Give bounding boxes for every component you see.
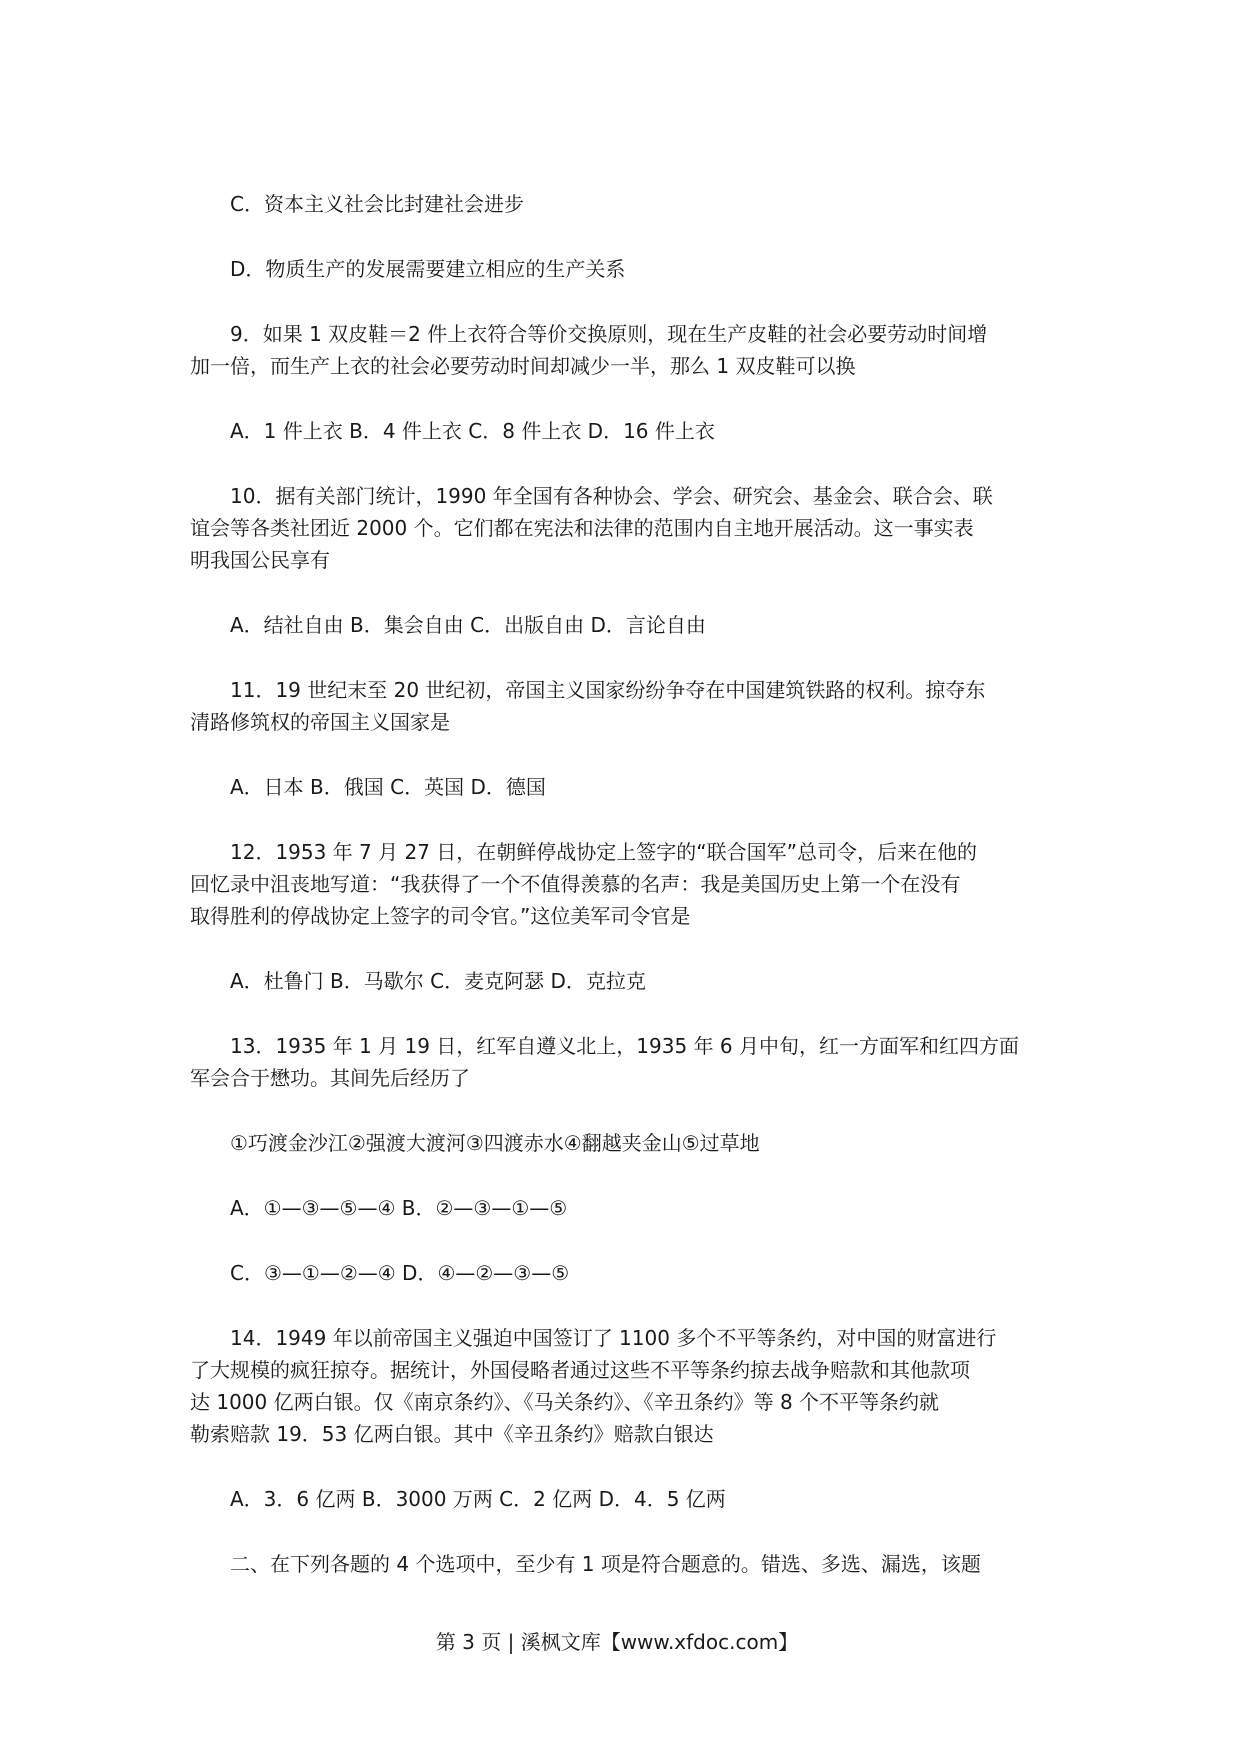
text-line: A．结社自由 B．集会自由 C．出版自由 D．言论自由 [230,613,706,637]
question-13-events [190,1127,1052,1159]
question-10-options [190,609,1052,641]
text-line: A．3．6 亿两 B．3000 万两 C．2 亿两 D．4．5 亿两 [230,1487,726,1511]
text-line: 12．1953 年 7 月 27 日，在朝鲜停战协定上签字的“联合国军”总司令，后来在他的 [230,840,978,864]
text-line: 13．1935 年 1 月 19 日，红军自遵义北上，1935 年 6 月中旬，红一方面军和红四方面 [230,1034,1020,1058]
text-line: 军会合于懋功。其间先后经历了 [190,1066,470,1090]
option-c-q8 [190,188,1052,220]
text-line: 回忆录中沮丧地写道：“我获得了一个不值得羡慕的名声：我是美国历史上第一个在没有 [190,872,961,896]
question-13-options-ab [190,1192,1052,1224]
text-line: A．①—③—⑤—④ B．②—③—①—⑤ [230,1196,568,1220]
question-11-options [190,771,1052,803]
question-12-options [190,965,1052,997]
text-line: C．③—①—②—④ D．④—②—③—⑤ [230,1261,570,1285]
text-line: A．日本 B．俄国 C．英国 D．德国 [230,775,546,799]
page-footer [0,1628,1234,1656]
question-13-options-cd [190,1257,1052,1289]
text-line: 清路修筑权的帝国主义国家是 [190,710,450,734]
text-line: 了大规模的疯狂掠夺。据统计，外国侵略者通过这些不平等条约掠去战争赔款和其他款项 [190,1358,970,1382]
text-line: A．杜鲁门 B．马歇尔 C．麦克阿瑟 D．克拉克 [230,969,646,993]
question-9 [190,318,1052,382]
question-13 [190,1030,1052,1094]
question-14 [190,1322,1052,1450]
question-10 [190,480,1052,576]
text-line: 11．19 世纪末至 20 世纪初，帝国主义国家纷纷争夺在中国建筑铁路的权利。掠夺东 [230,678,986,702]
question-11 [190,674,1052,738]
text-line: 加一倍，而生产上衣的社会必要劳动时间却减少一半，那么 1 双皮鞋可以换 [190,354,856,378]
question-9-options [190,415,1052,447]
question-14-options [190,1483,1052,1515]
text-line: 取得胜利的停战协定上签字的司令官。”这位美军司令官是 [190,904,691,928]
text-line: 二、在下列各题的 4 个选项中，至少有 1 项是符合题意的。错选、多选、漏选，该题 [230,1552,981,1576]
section-2-heading [190,1548,1052,1580]
text-line: A．1 件上衣 B．4 件上衣 C．8 件上衣 D．16 件上衣 [230,419,715,443]
text-line: 谊会等各类社团近 2000 个。它们都在宪法和法律的范围内自主地开展活动。这一事实表 [190,516,974,540]
text-line: 9．如果 1 双皮鞋＝2 件上衣符合等价交换原则，现在生产皮鞋的社会必要劳动时间增 [230,322,988,346]
footer-text: 第 3 页 | 溪枫文库【www.xfdoc.com】 [435,1630,799,1654]
text-line: 14．1949 年以前帝国主义强迫中国签订了 1100 多个不平等条约，对中国的财富进行 [230,1326,997,1350]
text-line: ①巧渡金沙江②强渡大渡河③四渡赤水④翻越夹金山⑤过草地 [230,1131,760,1155]
text-line: 勒索赔款 19．53 亿两白银。其中《辛丑条约》赔款白银达 [190,1422,714,1446]
question-12 [190,836,1052,932]
text-line: 达 1000 亿两白银。仅《南京条约》、《马关条约》、《辛丑条约》等 8 个不平等条约就 [190,1390,940,1414]
text-line: C．资本主义社会比封建社会进步 [230,192,524,216]
text-line: 10．据有关部门统计，1990 年全国有各种协会、学会、研究会、基金会、联合会、联 [230,484,993,508]
text-line: D．物质生产的发展需要建立相应的生产关系 [230,257,626,281]
option-d-q8 [190,253,1052,285]
document-body [190,188,1052,1580]
text-line: 明我国公民享有 [190,548,330,572]
